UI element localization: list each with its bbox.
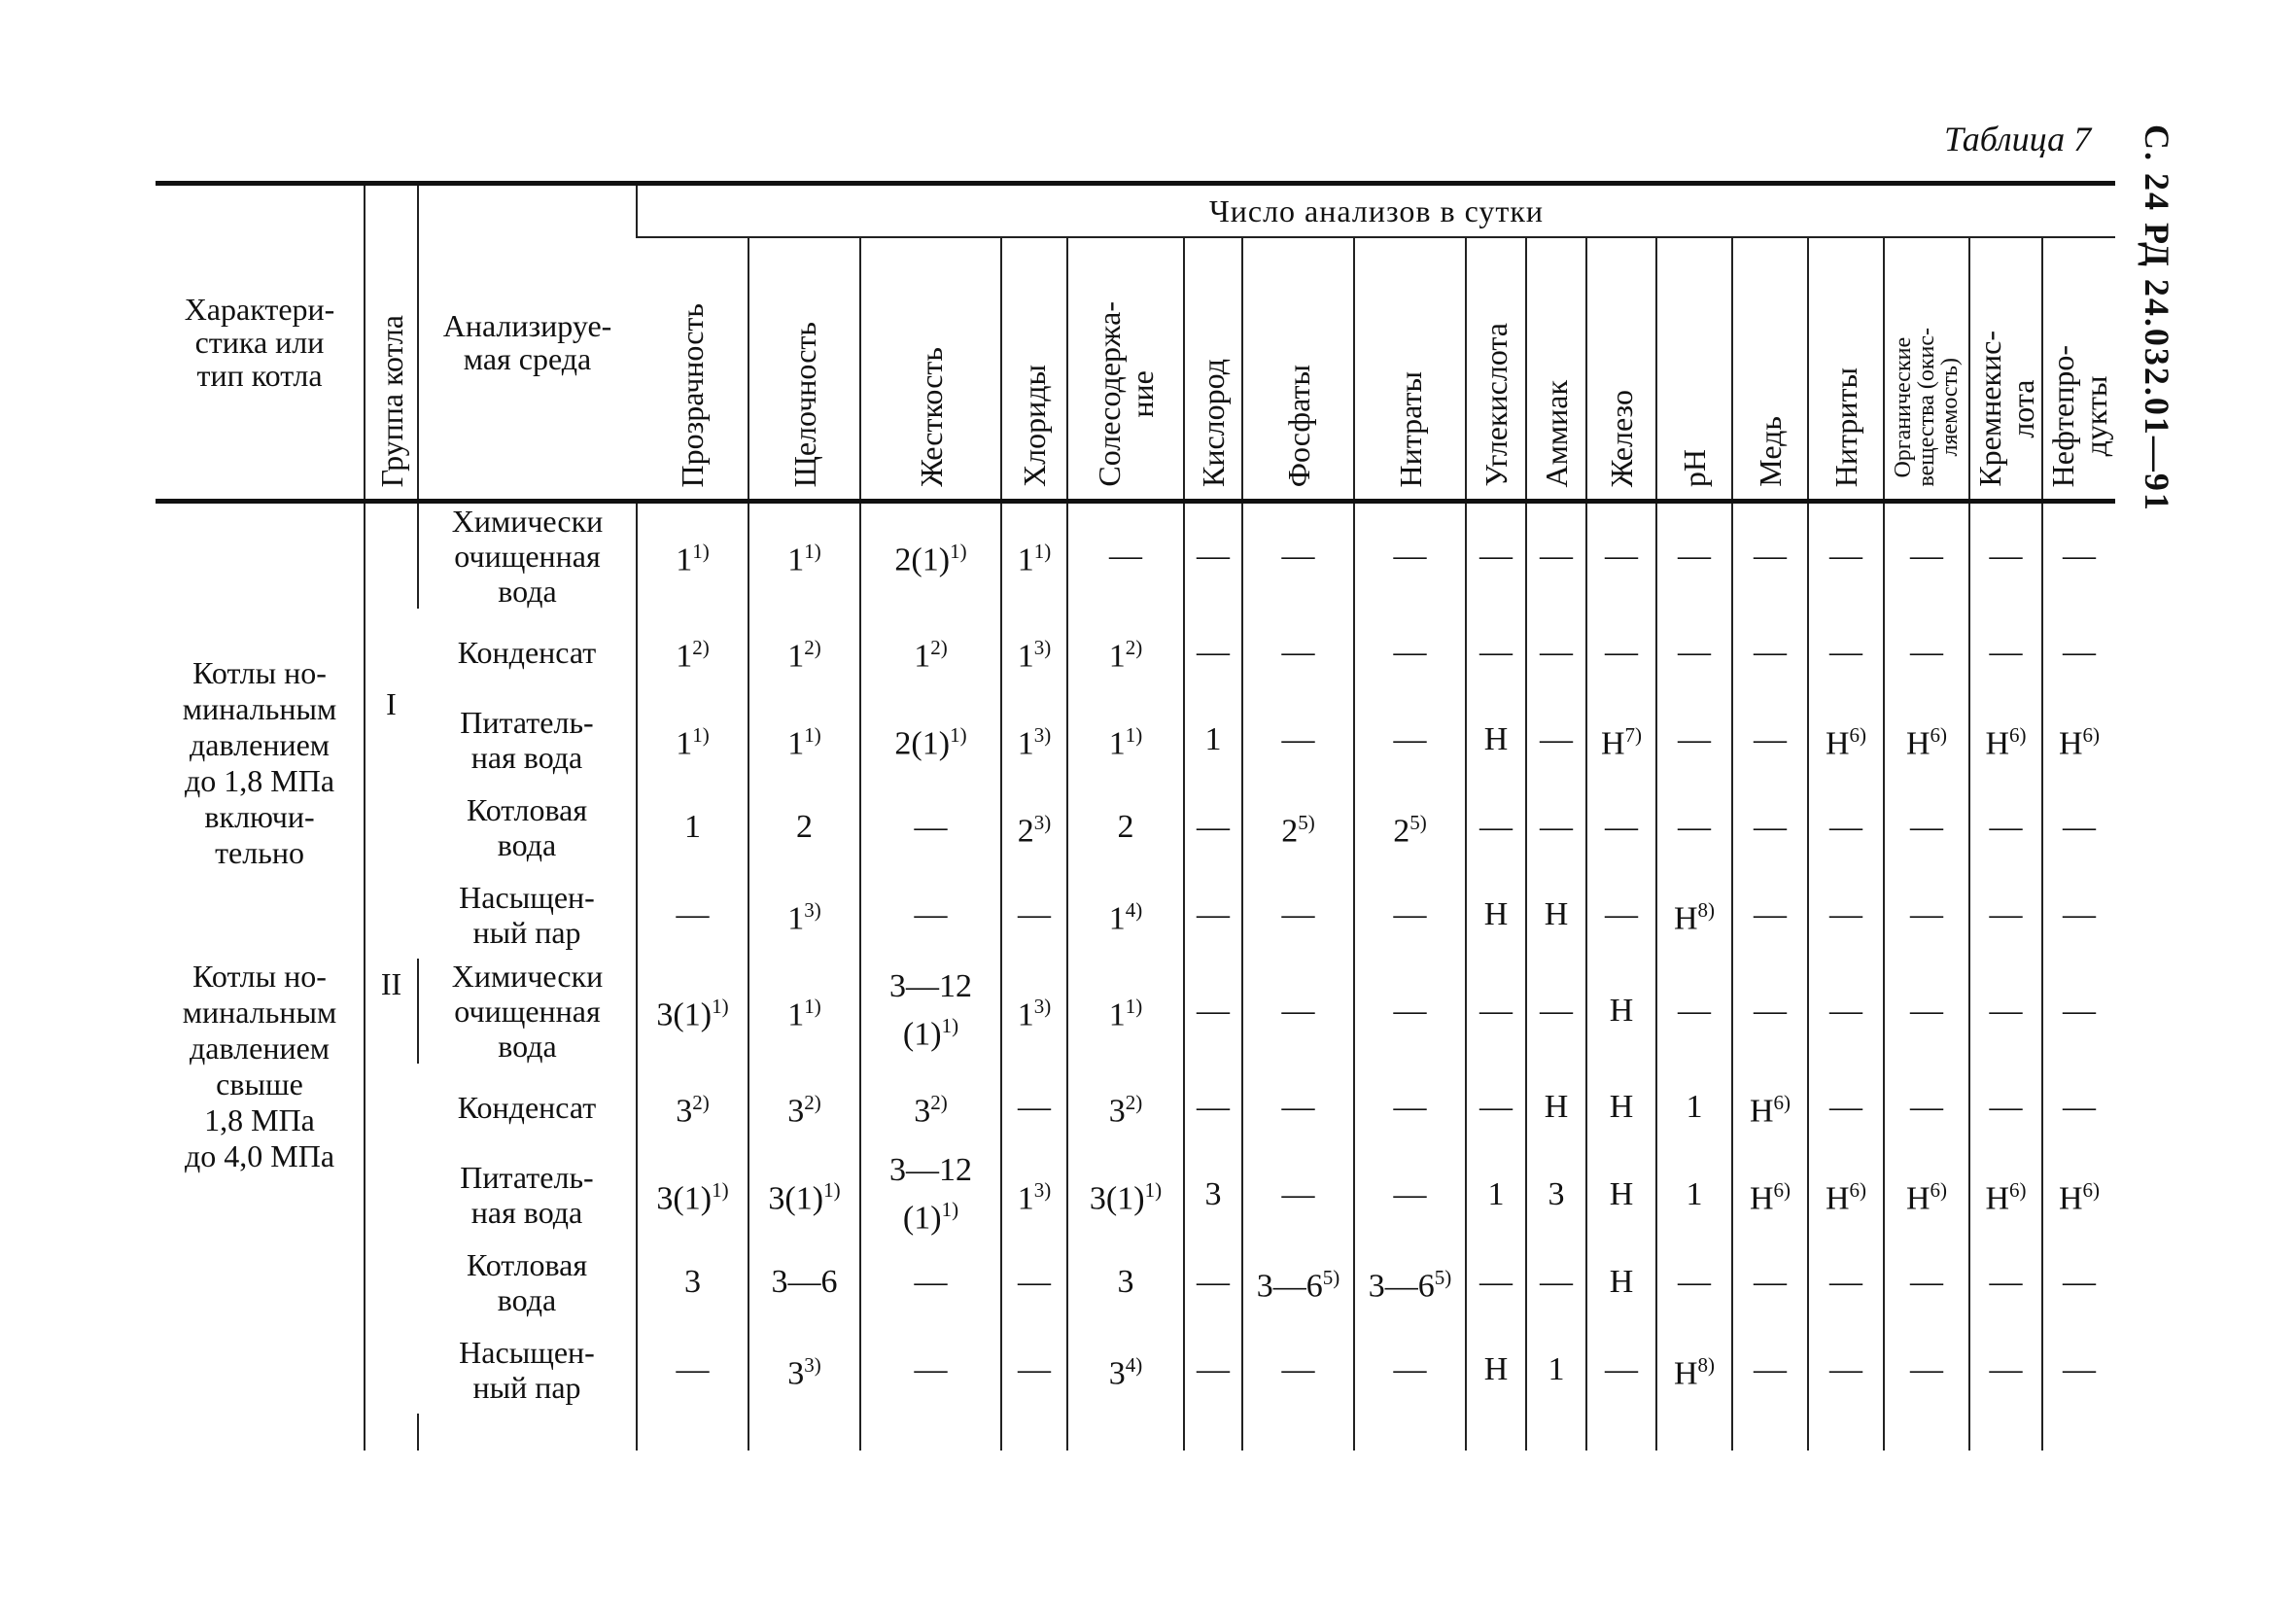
column-header: Хлориды	[1001, 237, 1067, 502]
boiler-group: I	[365, 502, 418, 960]
value-cell: —	[1354, 959, 1466, 1064]
value-cell: —	[1354, 696, 1466, 784]
table-row	[156, 696, 2115, 784]
value-cell: 2$^{5)}$	[1354, 784, 1466, 871]
value-cell: $Н^{7)}$	[1586, 696, 1656, 784]
value-cell: 1	[1656, 1064, 1732, 1151]
value-cell: 1$^{1)}$	[748, 696, 860, 784]
value-cell: 3$^{2)}$	[637, 1064, 748, 1151]
header-group: Группа котла	[365, 184, 418, 502]
value-cell: —	[1808, 502, 1884, 610]
value-cell: —	[1732, 609, 1808, 696]
column-header: Щелочность	[748, 237, 860, 502]
column-header: Фосфаты	[1242, 237, 1354, 502]
column-header: Нитриты	[1808, 237, 1884, 502]
value-cell: $Н^{6)}$	[1884, 1151, 1969, 1239]
table-row	[156, 1239, 2115, 1326]
value-cell: —	[2042, 784, 2115, 871]
value-cell: —	[1656, 609, 1732, 696]
value-cell: —	[1526, 696, 1586, 784]
table-row	[156, 502, 2115, 610]
value-cell: 2	[1067, 784, 1184, 871]
value-cell: 1$^{1)}$	[1067, 959, 1184, 1064]
value-cell: —	[2042, 959, 2115, 1064]
value-cell: 3—6$^{5)}$	[1242, 1239, 1354, 1326]
value-cell: 3—6$^{5)}$	[1354, 1239, 1466, 1326]
value-cell: —	[2042, 1064, 2115, 1151]
table-row	[156, 959, 2115, 1064]
value-cell: —	[1466, 502, 1526, 610]
value-cell: 3$^{3)}$	[748, 1326, 860, 1414]
value-cell: $Н^{6)}$	[1808, 696, 1884, 784]
column-header: Медь	[1732, 237, 1808, 502]
value-cell: Н	[1466, 696, 1526, 784]
value-cell: 3—12 $(1)^{1)}$	[860, 1151, 1001, 1239]
value-cell: —	[1808, 959, 1884, 1064]
value-cell: —	[1732, 502, 1808, 610]
value-cell: 1	[1526, 1326, 1586, 1414]
value-cell: 1	[1656, 1151, 1732, 1239]
value-cell: $Н^{6)}$	[1732, 1151, 1808, 1239]
value-cell: 3	[637, 1239, 748, 1326]
value-cell: —	[1732, 1239, 1808, 1326]
value-cell: —	[1354, 1064, 1466, 1151]
value-cell: —	[1808, 784, 1884, 871]
value-cell: $Н^{6)}$	[2042, 1151, 2115, 1239]
value-cell: $Н^{6)}$	[1732, 1064, 1808, 1151]
page-number: С. 24 РД 24.032.01—91	[2138, 124, 2176, 512]
value-cell: —	[637, 871, 748, 959]
analysis-table	[156, 181, 2115, 1451]
value-cell: —	[1884, 1064, 1969, 1151]
column-header: Кислород	[1184, 237, 1242, 502]
value-cell: —	[1732, 871, 1808, 959]
value-cell: —	[1184, 959, 1242, 1064]
value-cell: —	[1884, 959, 1969, 1064]
value-cell: —	[1242, 871, 1354, 959]
value-cell: —	[1242, 609, 1354, 696]
medium-name: Химически очищенная вода	[418, 502, 637, 610]
value-cell: 1$^{3)}$	[1001, 959, 1067, 1064]
value-cell: —	[1656, 1239, 1732, 1326]
value-cell: 2$^{5)}$	[1242, 784, 1354, 871]
value-cell: —	[1001, 1239, 1067, 1326]
value-cell: 1$^{1)}$	[748, 502, 860, 610]
value-cell: 3$^{4)}$	[1067, 1326, 1184, 1414]
value-cell: —	[1808, 871, 1884, 959]
value-cell: —	[1001, 871, 1067, 959]
value-cell: —	[1586, 502, 1656, 610]
value-cell: $2(1)^{1)}$	[860, 696, 1001, 784]
value-cell: $2(1)^{1)}$	[860, 502, 1001, 610]
value-cell: 1$^{1)}$	[1001, 502, 1067, 610]
value-cell: $Н^{6)}$	[1969, 696, 2042, 784]
value-cell: 1$^{2)}$	[860, 609, 1001, 696]
medium-name: Конденсат	[457, 635, 597, 670]
value-cell: —	[2042, 871, 2115, 959]
value-cell: —	[1808, 609, 1884, 696]
table-bottom-rule	[156, 1414, 2115, 1451]
value-cell: $3(1)^{1)}$	[748, 1151, 860, 1239]
value-cell: —	[1732, 959, 1808, 1064]
value-cell: —	[1466, 609, 1526, 696]
value-cell: 3—12 $(1)^{1)}$	[860, 959, 1001, 1064]
value-cell: —	[1184, 1326, 1242, 1414]
value-cell: 1$^{3)}$	[748, 871, 860, 959]
value-cell: 1$^{2)}$	[1067, 609, 1184, 696]
value-cell: —	[1526, 502, 1586, 610]
value-cell: 1$^{3)}$	[1001, 696, 1067, 784]
column-header: Нефтепро- дукты	[2042, 237, 2115, 502]
value-cell: 3	[1184, 1151, 1242, 1239]
value-cell: —	[1242, 1151, 1354, 1239]
value-cell: —	[1586, 784, 1656, 871]
value-cell: —	[637, 1326, 748, 1414]
value-cell: 1	[1466, 1151, 1526, 1239]
value-cell: 3$^{2)}$	[860, 1064, 1001, 1151]
header-characteristic: Характери- стика или тип котла	[156, 184, 365, 502]
value-cell: —	[1354, 609, 1466, 696]
value-cell: 1$^{1)}$	[637, 502, 748, 610]
value-cell: —	[2042, 609, 2115, 696]
value-cell: Н	[1466, 1326, 1526, 1414]
value-cell: $3(1)^{1)}$	[637, 959, 748, 1064]
value-cell: —	[1884, 1326, 1969, 1414]
value-cell: —	[1808, 1239, 1884, 1326]
value-cell: $3(1)^{1)}$	[1067, 1151, 1184, 1239]
value-cell: 2	[748, 784, 860, 871]
value-cell: —	[1969, 871, 2042, 959]
column-header: Углекислота	[1466, 237, 1526, 502]
value-cell: —	[1354, 502, 1466, 610]
value-cell: 1$^{1)}$	[748, 959, 860, 1064]
value-cell: —	[1466, 1064, 1526, 1151]
value-cell: —	[1184, 609, 1242, 696]
column-header: рН	[1656, 237, 1732, 502]
table-row	[156, 1064, 2115, 1151]
value-cell: —	[1586, 871, 1656, 959]
value-cell: —	[1184, 1239, 1242, 1326]
boiler-group: II	[365, 959, 418, 1414]
value-cell: —	[1354, 1151, 1466, 1239]
column-header: Жесткость	[860, 237, 1001, 502]
value-cell: 3	[1526, 1151, 1586, 1239]
value-cell: —	[1969, 609, 2042, 696]
table-row	[156, 784, 2115, 871]
value-cell: 1	[637, 784, 748, 871]
medium-name: Котловая вода	[466, 1247, 588, 1317]
value-cell: —	[860, 871, 1001, 959]
value-cell: —	[1526, 609, 1586, 696]
value-cell: —	[1354, 1326, 1466, 1414]
medium-name: Конденсат	[457, 1090, 597, 1125]
boiler-characteristic: Котлы но- минальным давлением до 1,8 МПа включи- тельно	[156, 502, 365, 960]
value-cell: 1$^{1)}$	[1067, 696, 1184, 784]
value-cell: —	[1656, 502, 1732, 610]
medium-name: Химически очищенная вода	[418, 959, 637, 1064]
value-cell: —	[1354, 871, 1466, 959]
value-cell: —	[1242, 1326, 1354, 1414]
value-cell: —	[1466, 1239, 1526, 1326]
medium-name: Питатель- ная вода	[460, 1160, 594, 1230]
table-row	[156, 1326, 2115, 1414]
medium-name: Насыщен- ный пар	[459, 1335, 595, 1405]
value-cell: —	[1586, 1326, 1656, 1414]
header-analyses-per-day: Число анализов в сутки	[637, 184, 2115, 238]
header-medium: Анализируе- мая среда	[418, 184, 637, 502]
value-cell: Н	[1586, 1064, 1656, 1151]
value-cell: —	[1732, 784, 1808, 871]
value-cell: —	[2042, 1239, 2115, 1326]
value-cell: Н	[1526, 1064, 1586, 1151]
column-header: Органические вещества (окис- ляемость)	[1884, 237, 1969, 502]
value-cell: —	[1001, 1326, 1067, 1414]
value-cell: 1$^{1)}$	[637, 696, 748, 784]
value-cell: $Н^{6)}$	[1969, 1151, 2042, 1239]
value-cell: —	[1184, 1064, 1242, 1151]
value-cell: —	[1184, 502, 1242, 610]
value-cell: —	[1656, 959, 1732, 1064]
value-cell: 3	[1067, 1239, 1184, 1326]
value-cell: Н	[1586, 1151, 1656, 1239]
value-cell: —	[1884, 502, 1969, 610]
column-header: Аммиак	[1526, 237, 1586, 502]
table-row	[156, 609, 2115, 696]
table-row	[156, 1151, 2115, 1239]
value-cell: —	[1001, 1064, 1067, 1151]
column-header: Прозрачность	[637, 237, 748, 502]
value-cell: —	[1808, 1326, 1884, 1414]
value-cell: —	[1526, 1239, 1586, 1326]
value-cell: —	[1884, 1239, 1969, 1326]
value-cell: —	[1242, 1064, 1354, 1151]
value-cell: —	[1884, 784, 1969, 871]
value-cell: Н	[1586, 959, 1656, 1064]
value-cell: —	[1969, 1326, 2042, 1414]
value-cell: —	[1969, 784, 2042, 871]
value-cell: —	[1884, 609, 1969, 696]
value-cell: Н	[1526, 871, 1586, 959]
value-cell: $3(1)^{1)}$	[637, 1151, 748, 1239]
column-header: Нитраты	[1354, 237, 1466, 502]
value-cell: 1$^{3)}$	[1001, 1151, 1067, 1239]
value-cell: 1	[1184, 696, 1242, 784]
value-cell: —	[1969, 502, 2042, 610]
value-cell: —	[1466, 784, 1526, 871]
value-cell: —	[860, 784, 1001, 871]
value-cell: $Н^{8)}$	[1656, 1326, 1732, 1414]
value-cell: —	[2042, 502, 2115, 610]
value-cell: —	[1969, 959, 2042, 1064]
value-cell: 3—6	[748, 1239, 860, 1326]
value-cell: 1$^{2)}$	[637, 609, 748, 696]
value-cell: —	[2042, 1326, 2115, 1414]
value-cell: —	[1466, 959, 1526, 1064]
boiler-characteristic: Котлы но- минальным давлением свыше 1,8 МПа до 4,0 МПа	[182, 959, 337, 1173]
value-cell: 2$^{3)}$	[1001, 784, 1067, 871]
value-cell: —	[1242, 696, 1354, 784]
value-cell: —	[1656, 784, 1732, 871]
value-cell: —	[1969, 1239, 2042, 1326]
value-cell: 3$^{2)}$	[748, 1064, 860, 1151]
column-header: Железо	[1586, 237, 1656, 502]
value-cell: —	[1656, 696, 1732, 784]
value-cell: —	[1242, 502, 1354, 610]
value-cell: —	[1184, 871, 1242, 959]
value-cell: —	[1526, 784, 1586, 871]
value-cell: —	[1884, 871, 1969, 959]
table-title: Таблица 7	[1944, 120, 2092, 158]
value-cell: $Н^{6)}$	[1884, 696, 1969, 784]
medium-name: Котловая вода	[466, 792, 588, 862]
value-cell: $Н^{8)}$	[1656, 871, 1732, 959]
value-cell: —	[860, 1239, 1001, 1326]
column-header: Солесодержа- ние	[1067, 237, 1184, 502]
value-cell: $Н^{6)}$	[1808, 1151, 1884, 1239]
value-cell: —	[1808, 1064, 1884, 1151]
value-cell: —	[1184, 784, 1242, 871]
value-cell: —	[1732, 696, 1808, 784]
value-cell: 1$^{3)}$	[1001, 609, 1067, 696]
value-cell: $Н^{6)}$	[2042, 696, 2115, 784]
value-cell: —	[860, 1326, 1001, 1414]
medium-name: Насыщен- ный пар	[459, 880, 595, 950]
value-cell: —	[1586, 609, 1656, 696]
medium-name: Питатель- ная вода	[460, 705, 594, 775]
value-cell: 3$^{2)}$	[1067, 1064, 1184, 1151]
value-cell: Н	[1466, 871, 1526, 959]
value-cell: —	[1526, 959, 1586, 1064]
value-cell: —	[1067, 502, 1184, 610]
value-cell: 1$^{2)}$	[748, 609, 860, 696]
column-header: Кремнекис- лота	[1969, 237, 2042, 502]
value-cell: 1$^{4)}$	[1067, 871, 1184, 959]
value-cell: Н	[1586, 1239, 1656, 1326]
value-cell: —	[1969, 1064, 2042, 1151]
table-row	[156, 871, 2115, 959]
value-cell: —	[1242, 959, 1354, 1064]
value-cell: —	[1732, 1326, 1808, 1414]
